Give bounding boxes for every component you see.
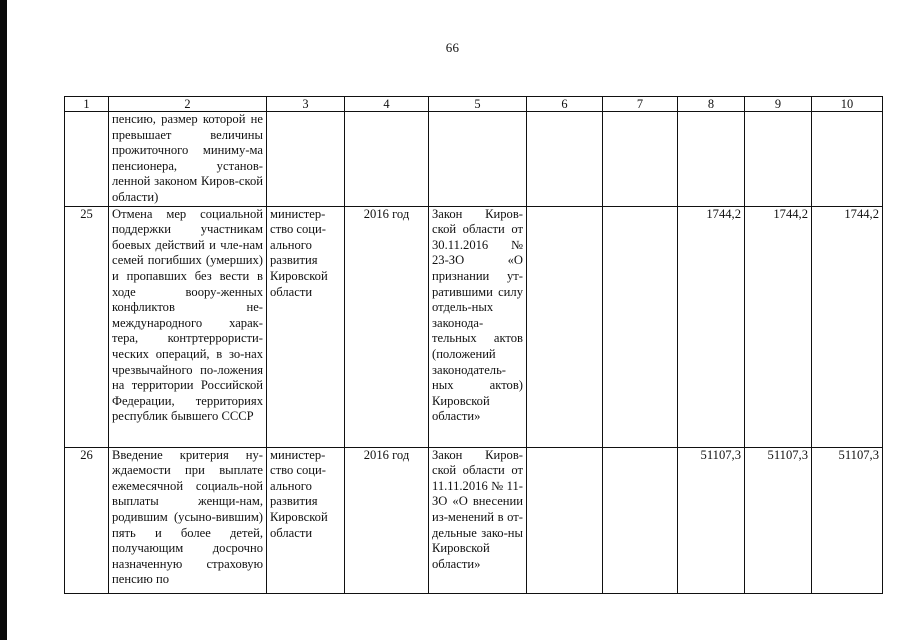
value-col9 — [745, 112, 812, 207]
scan-edge — [0, 0, 7, 640]
value-col7 — [603, 447, 678, 593]
budget-table — [64, 96, 883, 594]
column-header: 1 — [65, 97, 109, 112]
table-row — [65, 112, 883, 207]
legal-act — [429, 112, 527, 207]
value-col7 — [603, 112, 678, 207]
measure-description: Введение критерия ну-ждаемости при выплате ежемесячной социаль-ной выплаты женщи-нам, родившим (усыно-вившим) пять и более детей, получающим досрочно назначенную страховую пенсию по — [109, 447, 267, 593]
table-row — [65, 447, 883, 593]
responsible-ministry: министер-ство соци-ального развития Кировской области — [267, 447, 345, 593]
column-header: 6 — [527, 97, 603, 112]
column-header: 5 — [429, 97, 527, 112]
table-row — [65, 206, 883, 447]
value-col9: 51107,3 — [745, 447, 812, 593]
legal-act: Закон Киров-ской области от 11.11.2016 № 11-ЗО «О внесении из-менений в от-дельные зако-ны Кировской области» — [429, 447, 527, 593]
responsible-ministry — [267, 112, 345, 207]
legal-act: Закон Киров-ской области от 30.11.2016 № 23-ЗО «О признании ут-ратившими силу отдель-ных законода-тельных актов (положений законодатель-ных актов) Кировской области» — [429, 206, 527, 447]
column-header: 9 — [745, 97, 812, 112]
value-col10: 51107,3 — [812, 447, 883, 593]
page-number: 66 — [445, 40, 460, 55]
year-cell: 2016 год — [345, 206, 429, 447]
value-col6 — [527, 447, 603, 593]
value-col10: 1744,2 — [812, 206, 883, 447]
value-col7 — [603, 206, 678, 447]
column-header: 7 — [603, 97, 678, 112]
row-number — [65, 112, 109, 207]
value-col8 — [678, 112, 745, 207]
column-header: 4 — [345, 97, 429, 112]
value-col6 — [527, 206, 603, 447]
year-cell — [345, 112, 429, 207]
column-header: 3 — [267, 97, 345, 112]
measure-description: пенсию, размер которой не превышает величины прожиточного миниму-ма пенсионера, установ-ленной законом Киров-ской области) — [109, 112, 267, 207]
value-col9: 1744,2 — [745, 206, 812, 447]
table-header-row — [65, 97, 883, 112]
value-col8: 1744,2 — [678, 206, 745, 447]
column-header: 8 — [678, 97, 745, 112]
responsible-ministry: министер-ство соци-ального развития Кировской области — [267, 206, 345, 447]
year-cell: 2016 год — [345, 447, 429, 593]
value-col6 — [527, 112, 603, 207]
row-number: 26 — [65, 447, 109, 593]
row-number: 25 — [65, 206, 109, 447]
measure-description: Отмена мер социальной поддержки участникам боевых действий и чле-нам семей погибших (умерших) и пропавших без вести в ходе воору-женных конфликтов не-международного харак-тера, контртеррористи-ческих операций, в зо-нах чрезвычайного по-ложения на территории Российской Федерации, территориях республик бывшего СССР — [109, 206, 267, 447]
value-col10 — [812, 112, 883, 207]
column-header: 10 — [812, 97, 883, 112]
column-header: 2 — [109, 97, 267, 112]
value-col8: 51107,3 — [678, 447, 745, 593]
